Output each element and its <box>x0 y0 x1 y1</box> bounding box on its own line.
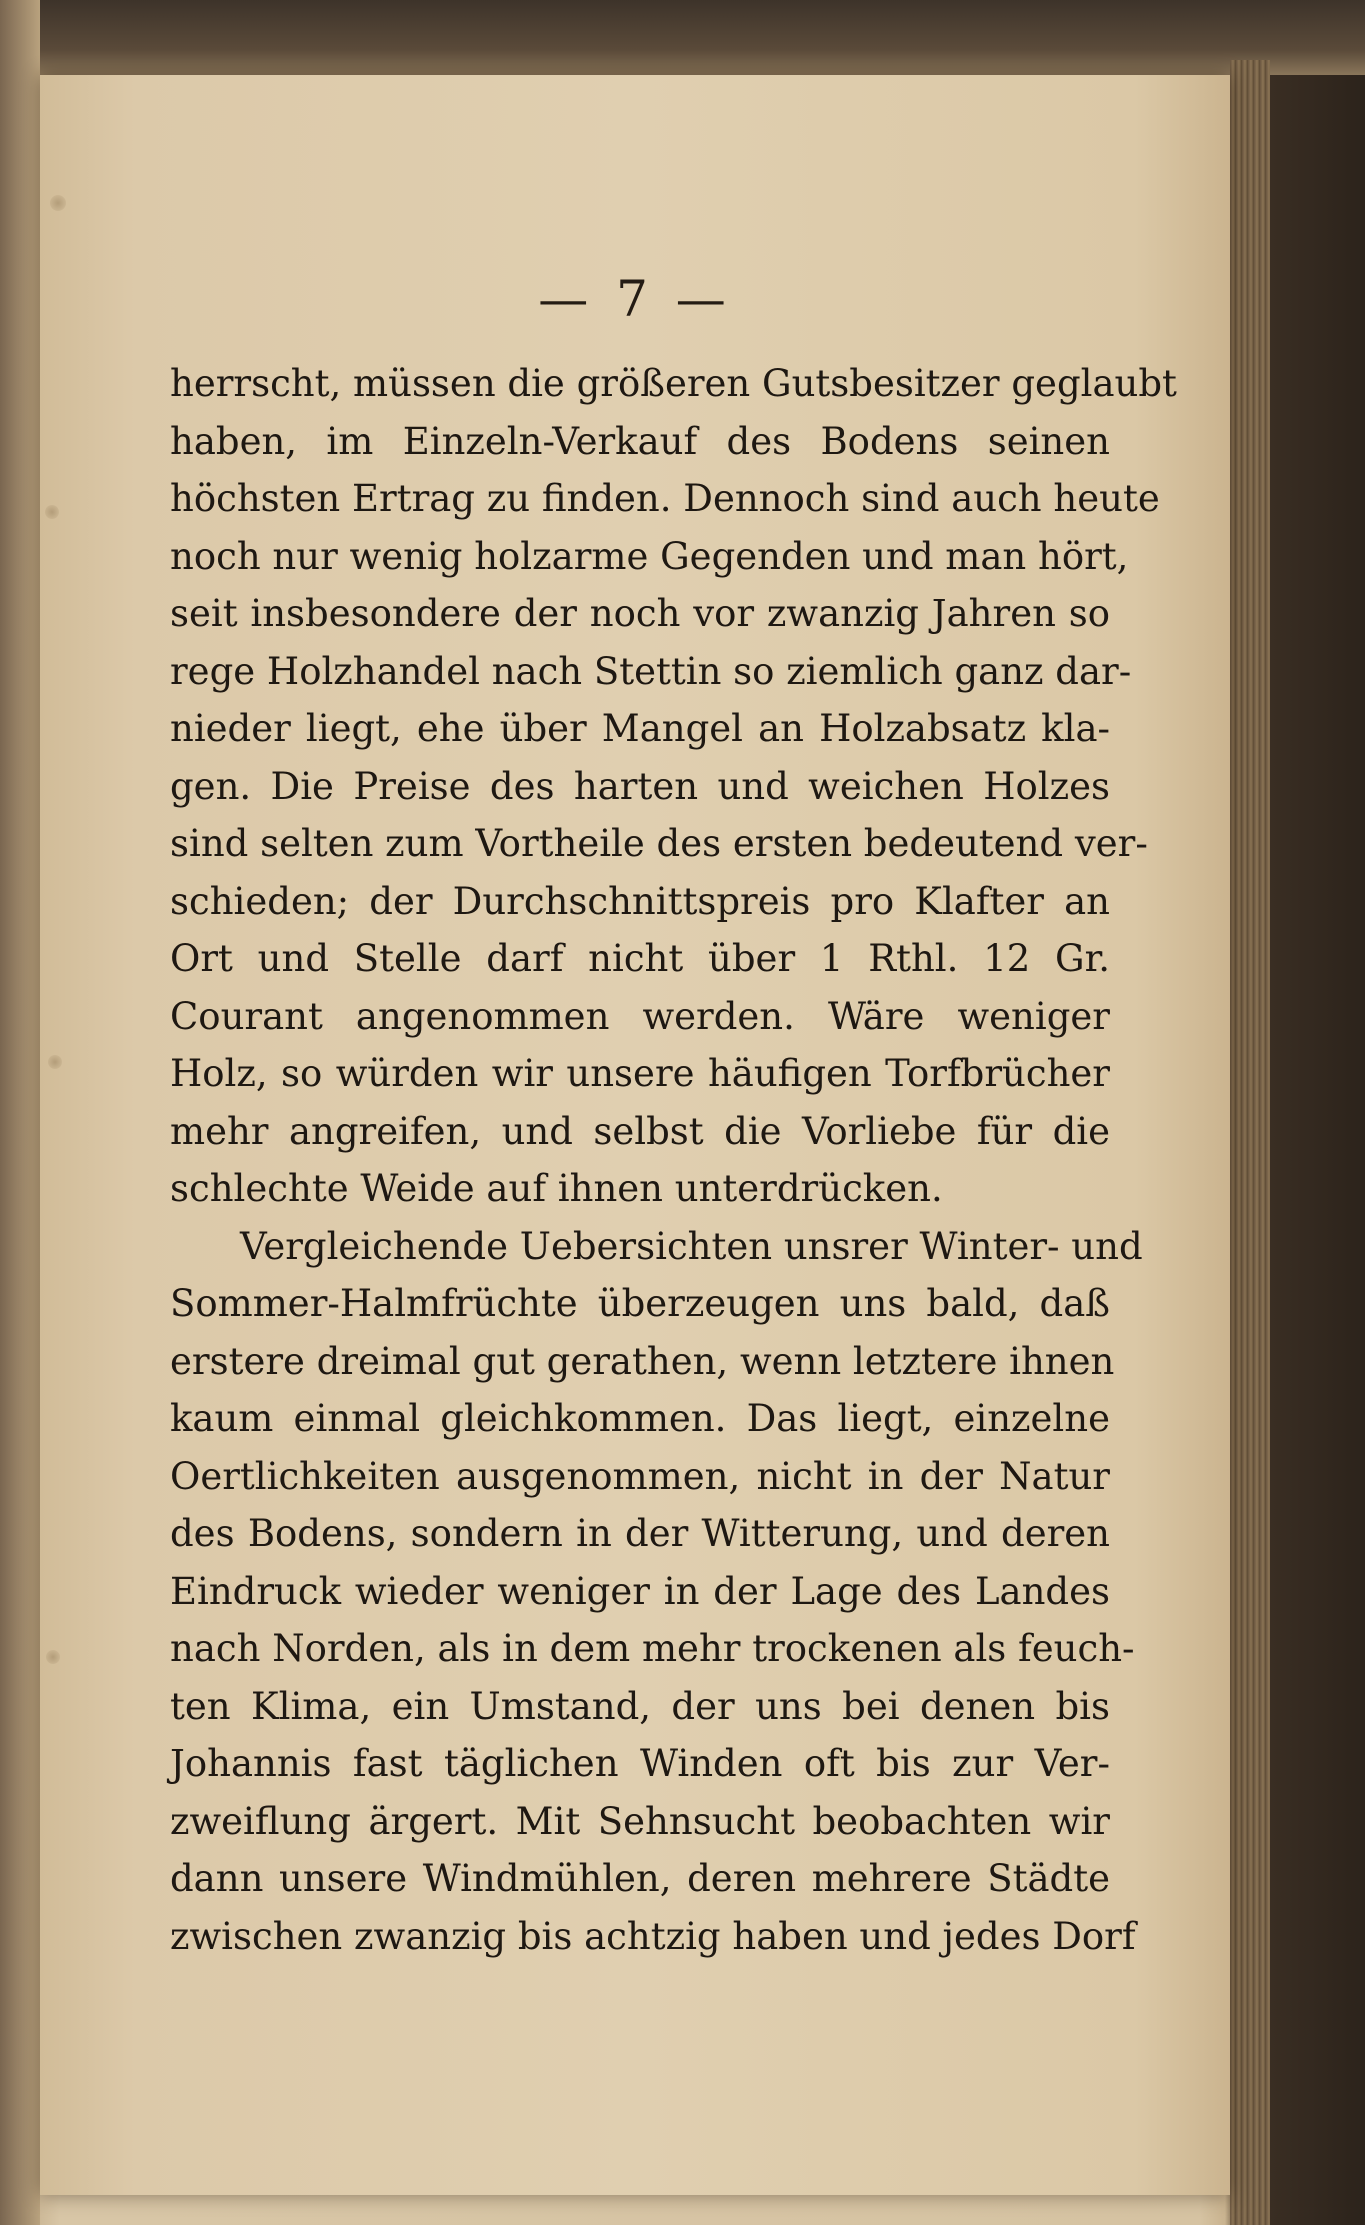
text-line: zweiflung ärgert. Mit Sehnsucht beobachten wir <box>170 1799 1110 1843</box>
page-number: — 7 — <box>538 270 732 328</box>
text-line: sind selten zum Vortheile des ersten bedeutend ver- <box>170 822 1148 865</box>
text-line: nieder liegt, ehe über Mangel an Holzabsatz kla- <box>170 707 1110 750</box>
text-line: kaum einmal gleichkommen. Das liegt, einzelne <box>170 1397 1110 1440</box>
text-line: Vergleichende Uebersichten unsrer Winter- und <box>240 1224 1143 1268</box>
text-line: Eindruck wieder weniger in der Lage des Landes <box>170 1569 1110 1613</box>
text-line: schieden; der Durchschnittspreis pro Klafter an <box>170 879 1110 923</box>
text-line: noch nur wenig holzarme Gegenden und man hört, <box>170 534 1129 578</box>
book-gutter <box>0 0 40 2225</box>
paper-stain <box>50 195 66 211</box>
text-line: herrscht, müssen die größeren Gutsbesitzer geglaubt <box>170 362 1177 405</box>
text-line: schlechte Weide auf ihnen unterdrücken. <box>170 1167 943 1210</box>
text-line: nach Norden, als in dem mehr trockenen als feuch- <box>170 1627 1135 1670</box>
paper-stain <box>46 1650 60 1664</box>
book-page <box>40 75 1230 2195</box>
text-line: haben, im Einzeln-Verkauf des Bodens seinen <box>170 419 1110 463</box>
body-text <box>170 355 1177 1965</box>
paper-stain <box>45 505 59 519</box>
text-line: Courant angenommen werden. Wäre weniger <box>170 994 1110 1038</box>
text-line: gen. Die Preise des harten und weichen Holzes <box>170 764 1110 808</box>
text-line: Johannis fast täglichen Winden oft bis zur Ver- <box>170 1742 1110 1785</box>
text-line: seit insbesondere der noch vor zwanzig Jahren so <box>170 592 1110 635</box>
text-line: rege Holzhandel nach Stettin so ziemlich ganz dar- <box>170 649 1132 693</box>
book-top-shadow <box>0 0 1365 75</box>
paper-stain <box>48 1055 62 1069</box>
text-line: ten Klima, ein Umstand, der uns bei denen bis <box>170 1684 1110 1728</box>
text-line: Oertlichkeiten ausgenommen, nicht in der Natur <box>170 1454 1110 1498</box>
text-line: höchsten Ertrag zu finden. Dennoch sind auch heute <box>170 477 1160 520</box>
text-line: erstere dreimal gut gerathen, wenn letztere ihnen <box>170 1339 1115 1383</box>
book-page-edges <box>1230 60 1270 2225</box>
text-line: des Bodens, sondern in der Witterung, und deren <box>170 1512 1110 1555</box>
text-line: Holz, so würden wir unsere häufigen Torfbrücher <box>170 1052 1110 1095</box>
text-line: Sommer-Halmfrüchte überzeugen uns bald, daß <box>170 1282 1110 1325</box>
text-line: dann unsere Windmühlen, deren mehrere Städte <box>170 1857 1110 1900</box>
text-line: mehr angreifen, und selbst die Vorliebe für die <box>170 1109 1110 1153</box>
text-line: zwischen zwanzig bis achtzig haben und jedes Dorf <box>170 1914 1136 1958</box>
text-line: Ort und Stelle darf nicht über 1 Rthl. 12 Gr. <box>170 937 1110 980</box>
